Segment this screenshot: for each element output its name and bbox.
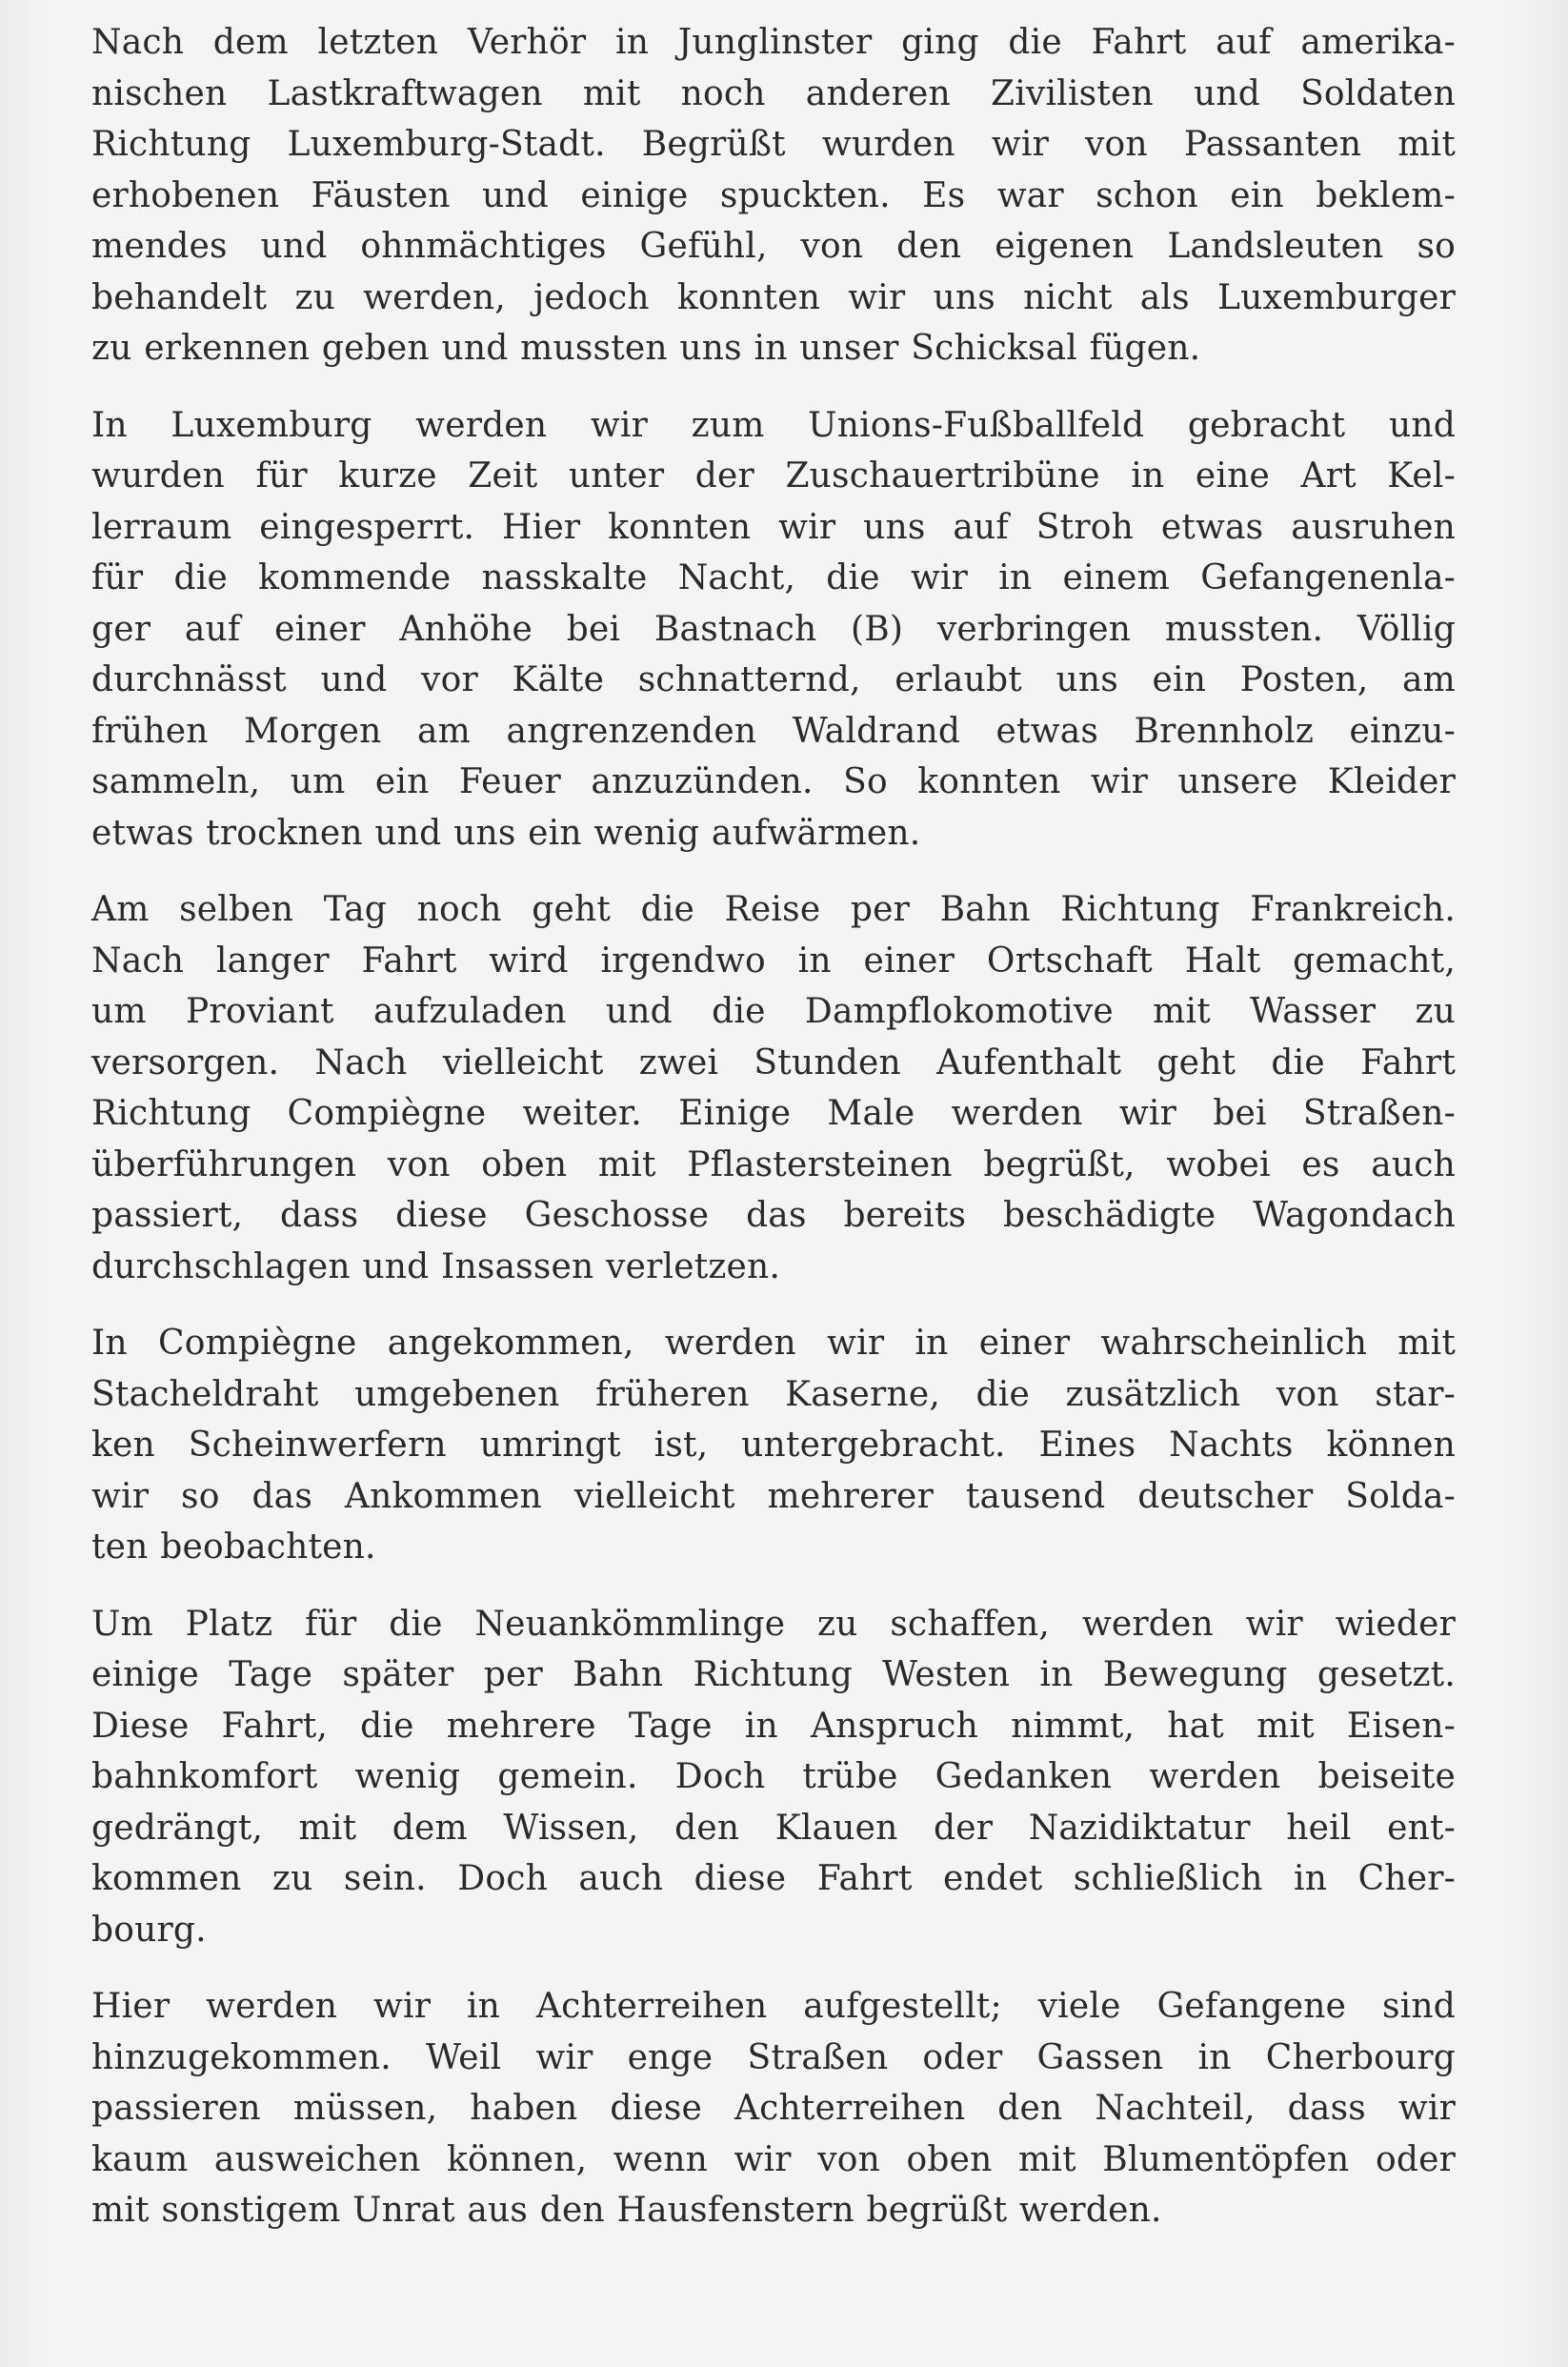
- text-line: für die kommende nasskalte Nacht, die wir in einem Gefangenenla-: [91, 558, 1456, 597]
- paragraph-6: [91, 1981, 1456, 2236]
- text-line: kaum ausweichen können, wenn wir von oben mit Blumentöpfen oder: [91, 2139, 1456, 2179]
- text-line: wurden für kurze Zeit unter der Zuschauertribüne in eine Art Kel-: [91, 456, 1456, 496]
- text-line: um Proviant aufzuladen und die Dampflokomotive mit Wasser zu: [91, 992, 1456, 1031]
- text-line: ken Scheinwerfern umringt ist, untergebracht. Eines Nachts können: [91, 1426, 1456, 1465]
- text-line: kommen zu sein. Doch auch diese Fahrt endet schließlich in Cher-: [91, 1859, 1456, 1898]
- text-line: mit sonstigem Unrat aus den Hausfenstern begrüßt werden.: [91, 2191, 1162, 2230]
- text-line: In Luxemburg werden wir zum Unions-Fußballfeld gebracht und: [91, 405, 1456, 445]
- text-line: überführungen von oben mit Pflastersteinen begrüßt, wobei es auch: [91, 1144, 1456, 1184]
- text-line: bourg.: [91, 1910, 207, 1950]
- text-line: wir so das Ankommen vielleicht mehrerer tausend deutscher Solda-: [91, 1476, 1456, 1516]
- text-line: Diese Fahrt, die mehrere Tage in Anspruch nimmt, hat mit Eisen-: [91, 1706, 1456, 1746]
- text-line: passiert, dass diese Geschosse das bereits beschädigte Wagondach: [91, 1196, 1456, 1235]
- text-line: Nach dem letzten Verhör in Junglinster ging die Fahrt auf amerika-: [91, 23, 1456, 62]
- text-line: frühen Morgen am angrenzenden Waldrand etwas Brennholz einzu-: [91, 711, 1456, 751]
- text-line: Richtung Compiègne weiter. Einige Male werden wir bei Straßen-: [91, 1094, 1456, 1133]
- text-line: durchschlagen und Insassen verletzen.: [91, 1246, 781, 1286]
- text-line: Am selben Tag noch geht die Reise per Bahn Richtung Frankreich.: [91, 890, 1456, 929]
- text-line: bahnkomfort wenig gemein. Doch trübe Gedanken werden beiseite: [91, 1757, 1456, 1796]
- paragraph-3: [91, 884, 1456, 1292]
- text-line: nischen Lastkraftwagen mit noch anderen Zivilisten und Soldaten: [91, 73, 1456, 113]
- paragraph-2: [91, 400, 1456, 860]
- text-line: Stacheldraht umgebenen früheren Kaserne, die zusätzlich von star-: [91, 1374, 1456, 1414]
- text-line: ger auf einer Anhöhe bei Bastnach (B) verbringen mussten. Völlig: [91, 609, 1456, 649]
- text-line: passieren müssen, haben diese Achterreihen den Nachteil, dass wir: [91, 2089, 1456, 2128]
- page-text: [91, 17, 1456, 2262]
- text-line: etwas trocknen und uns ein wenig aufwärmen.: [91, 813, 921, 853]
- text-line: Richtung Luxemburg-Stadt. Begrüßt wurden wir von Passanten mit: [91, 125, 1456, 164]
- text-line: ten beobachten.: [91, 1527, 376, 1567]
- paragraph-5: [91, 1599, 1456, 1956]
- text-line: Nach langer Fahrt wird irgendwo in einer Ortschaft Halt gemacht,: [91, 941, 1456, 981]
- text-line: Hier werden wir in Achterreihen aufgestellt; viele Gefangene sind: [91, 1987, 1456, 2026]
- text-line: mendes und ohnmächtiges Gefühl, von den eigenen Landsleuten so: [91, 227, 1456, 266]
- text-line: hinzugekommen. Weil wir enge Straßen oder Gassen in Cherbourg: [91, 2037, 1456, 2077]
- text-line: erhobenen Fäusten und einige spuckten. Es war schon ein beklem-: [91, 175, 1456, 215]
- text-line: versorgen. Nach vielleicht zwei Stunden Aufenthalt geht die Fahrt: [91, 1042, 1456, 1082]
- text-line: lerraum eingesperrt. Hier konnten wir uns auf Stroh etwas ausruhen: [91, 507, 1456, 547]
- text-line: einige Tage später per Bahn Richtung Westen in Bewegung gesetzt.: [91, 1655, 1456, 1694]
- text-line: Um Platz für die Neuankömmlinge zu schaffen, werden wir wieder: [91, 1604, 1456, 1644]
- text-line: zu erkennen geben und mussten uns in unser Schicksal fügen.: [91, 329, 1201, 368]
- text-line: sammeln, um ein Feuer anzuzünden. So konnten wir unsere Kleider: [91, 762, 1456, 801]
- paragraph-4: [91, 1318, 1456, 1573]
- text-line: In Compiègne angekommen, werden wir in einer wahrscheinlich mit: [91, 1324, 1456, 1363]
- text-line: behandelt zu werden, jedoch konnten wir uns nicht als Luxemburger: [91, 277, 1456, 317]
- text-line: durchnässt und vor Kälte schnatternd, erlaubt uns ein Posten, am: [91, 660, 1456, 699]
- text-line: gedrängt, mit dem Wissen, den Klauen der Nazidiktatur heil ent-: [91, 1808, 1456, 1848]
- paragraph-1: [91, 17, 1456, 374]
